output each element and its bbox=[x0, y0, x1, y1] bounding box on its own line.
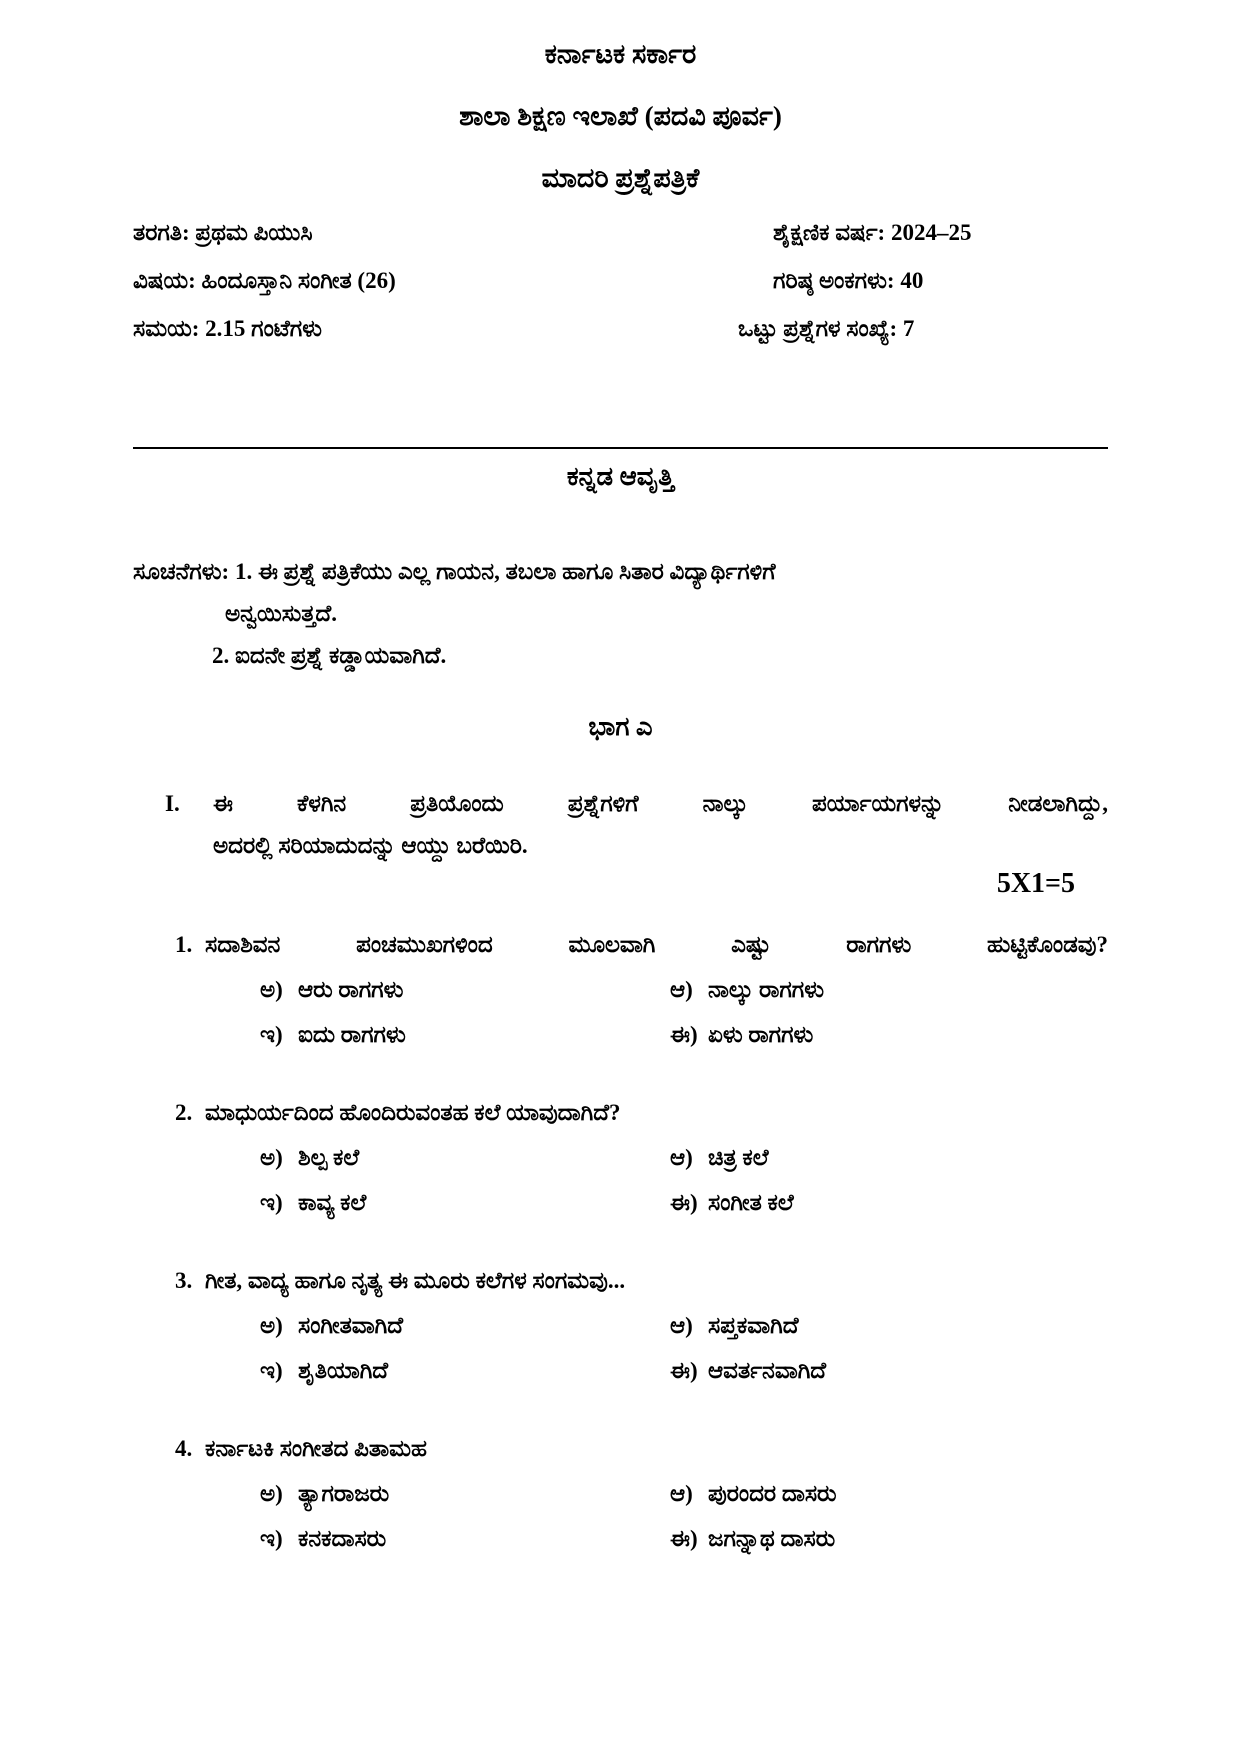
option-label: ಅ) bbox=[260, 1313, 283, 1338]
part-a-heading: ಭಾಗ ಎ bbox=[588, 712, 653, 741]
question-1-option-a bbox=[260, 974, 670, 1006]
question-4-options bbox=[260, 1478, 1108, 1555]
question-2-option-ee bbox=[670, 1187, 1108, 1219]
question-1-options bbox=[260, 974, 1108, 1051]
option-text: ಶಿಲ್ಪ ಕಲೆ bbox=[298, 1145, 360, 1170]
question-4-head bbox=[175, 1433, 1108, 1465]
question-group-1-instruction-line2: ಅದರಲ್ಲಿ ಸರಿಯಾದುದನ್ನು ಆಯ್ದು ಬರೆಯಿರಿ. bbox=[213, 833, 528, 858]
question-2 bbox=[133, 1097, 1108, 1219]
question-1 bbox=[133, 929, 1108, 1051]
option-label: ಇ) bbox=[260, 1358, 283, 1383]
option-label: ಇ) bbox=[260, 1190, 283, 1215]
instruction-1 bbox=[133, 551, 1108, 593]
instruction-1-text: ಈ ಪ್ರಶ್ನೆ ಪತ್ರಿಕೆಯು ಎಲ್ಲ ಗಾಯನ, ತಬಲಾ ಹಾಗೂ ಸಿತಾರ ವಿದ್ಯಾರ್ಥಿಗಳಿಗೆ bbox=[257, 559, 776, 584]
option-text: ಆವರ್ತನವಾಗಿದೆ bbox=[708, 1358, 827, 1383]
question-2-option-aa bbox=[670, 1142, 1108, 1174]
question-2-option-a bbox=[260, 1142, 670, 1174]
instruction-1-continuation: ಅನ್ವಯಿಸುತ್ತದೆ. bbox=[225, 601, 337, 626]
question-4 bbox=[133, 1433, 1108, 1555]
meta-subject: ವಿಷಯ: ಹಿಂದೂಸ್ತಾನಿ ಸಂಗೀತ (26) bbox=[133, 268, 396, 293]
question-3-option-aa bbox=[670, 1310, 1108, 1342]
header-title-government: ಕರ್ನಾಟಕ ಸರ್ಕಾರ bbox=[544, 39, 697, 69]
option-text: ಸಂಗೀತವಾಗಿದೆ bbox=[298, 1313, 404, 1338]
meta-class: ತರಗತಿ: ಪ್ರಥಮ ಪಿಯುಸಿ bbox=[133, 220, 313, 245]
instructions-section bbox=[133, 551, 1108, 677]
instructions-label: ಸೂಚನೆಗಳು: bbox=[133, 559, 230, 584]
meta-total-questions: ಒಟ್ಟು ಪ್ರಶ್ನೆಗಳ ಸಂಖ್ಯೆ: 7 bbox=[738, 316, 915, 341]
option-label: ಈ) bbox=[670, 1526, 698, 1551]
meta-max-marks: ಗರಿಷ್ಠ ಅಂಕಗಳು: 40 bbox=[773, 268, 924, 293]
question-4-option-aa bbox=[670, 1478, 1108, 1510]
question-group-1 bbox=[165, 783, 1108, 867]
question-1-option-i bbox=[260, 1019, 670, 1051]
option-text: ಪುರಂದರ ದಾಸರು bbox=[708, 1481, 837, 1506]
question-2-options bbox=[260, 1142, 1108, 1219]
instruction-1-number: 1. bbox=[234, 559, 253, 584]
option-label: ಈ) bbox=[670, 1190, 698, 1215]
header-title-department: ಶಾಲಾ ಶಿಕ್ಷಣ ಇಲಾಖೆ (ಪದವಿ ಪೂರ್ವ) bbox=[459, 101, 782, 131]
option-text: ಕಾವ್ಯ ಕಲೆ bbox=[298, 1190, 367, 1215]
question-2-option-i bbox=[260, 1187, 670, 1219]
question-3-option-ee bbox=[670, 1355, 1108, 1387]
option-label: ಆ) bbox=[670, 1145, 693, 1170]
instruction-2-text: ಐದನೇ ಪ್ರಶ್ನೆ ಕಡ್ಡಾಯವಾಗಿದೆ. bbox=[235, 643, 447, 668]
question-group-1-instruction-line1: ಈ ಕೆಳಗಿನ ಪ್ರತಿಯೊಂದು ಪ್ರಶ್ನೆಗಳಿಗೆ ನಾಲ್ಕು ಪರ್ಯಾಯಗಳನ್ನು ನೀಡಲಾಗಿದ್ದು, bbox=[213, 791, 1108, 816]
option-label: ಅ) bbox=[260, 977, 283, 1002]
instruction-2 bbox=[212, 635, 1108, 677]
question-3-number: 3. bbox=[175, 1268, 193, 1293]
question-group-1-instruction bbox=[213, 783, 1108, 867]
question-3-options bbox=[260, 1310, 1108, 1387]
question-1-option-ee bbox=[670, 1019, 1108, 1051]
question-3-head bbox=[175, 1265, 1108, 1297]
meta-time: ಸಮಯ: 2.15 ಗಂಟೆಗಳು bbox=[133, 316, 322, 341]
question-2-head bbox=[175, 1097, 1108, 1129]
option-label: ಇ) bbox=[260, 1022, 283, 1047]
question-2-text: ಮಾಧುರ್ಯದಿಂದ ಹೊಂದಿರುವಂತಹ ಕಲೆ ಯಾವುದಾಗಿದೆ? bbox=[205, 1100, 621, 1125]
option-text: ಚಿತ್ರ ಕಲೆ bbox=[708, 1145, 769, 1170]
option-text: ಐದು ರಾಗಗಳು bbox=[298, 1022, 406, 1047]
option-label: ಆ) bbox=[670, 977, 693, 1002]
question-3 bbox=[133, 1265, 1108, 1387]
question-group-1-numeral: I. bbox=[165, 791, 180, 816]
option-label: ಆ) bbox=[670, 1481, 693, 1506]
option-label: ಅ) bbox=[260, 1145, 283, 1170]
question-3-option-i bbox=[260, 1355, 670, 1387]
option-text: ಆರು ರಾಗಗಳು bbox=[298, 977, 404, 1002]
marks-scheme: 5X1=5 bbox=[996, 868, 1075, 899]
option-text: ನಾಲ್ಕು ರಾಗಗಳು bbox=[708, 977, 825, 1002]
question-1-number: 1. bbox=[175, 932, 193, 957]
question-1-head bbox=[175, 929, 1108, 961]
question-4-text: ಕರ್ನಾಟಕಿ ಸಂಗೀತದ ಪಿತಾಮಹ bbox=[205, 1436, 427, 1461]
option-label: ಆ) bbox=[670, 1313, 693, 1338]
option-text: ಸಪ್ತಕವಾಗಿದೆ bbox=[708, 1313, 799, 1338]
meta-academic-year: ಶೈಕ್ಷಣಿಕ ವರ್ಷ: 2024–25 bbox=[773, 220, 972, 245]
version-heading: ಕನ್ನಡ ಆವೃತ್ತಿ bbox=[566, 462, 675, 491]
option-text: ತ್ಯಾಗರಾಜರು bbox=[298, 1481, 390, 1506]
option-text: ಏಳು ರಾಗಗಳು bbox=[708, 1022, 814, 1047]
paper-meta bbox=[133, 218, 1108, 344]
question-1-text: ಸದಾಶಿವನ ಪಂಚಮುಖಗಳಿಂದ ಮೂಲವಾಗಿ ಎಷ್ಟು ರಾಗಗಳು ಹುಟ್ಟಿಕೊಂಡವು? bbox=[205, 932, 1108, 957]
question-1-option-aa bbox=[670, 974, 1108, 1006]
instruction-2-number: 2. bbox=[212, 643, 230, 668]
header-title-paper-type: ಮಾದರಿ ಪ್ರಶ್ನೆಪತ್ರಿಕೆ bbox=[541, 163, 700, 193]
option-text: ಶೃತಿಯಾಗಿದೆ bbox=[298, 1358, 389, 1383]
option-text: ಸಂಗೀತ ಕಲೆ bbox=[708, 1190, 794, 1215]
question-3-option-a bbox=[260, 1310, 670, 1342]
option-label: ಈ) bbox=[670, 1022, 698, 1047]
question-3-text: ಗೀತ, ವಾದ್ಯ ಹಾಗೂ ನೃತ್ಯ ಈ ಮೂರು ಕಲೆಗಳ ಸಂಗಮವು... bbox=[205, 1268, 626, 1293]
question-4-option-ee bbox=[670, 1523, 1108, 1555]
question-4-number: 4. bbox=[175, 1436, 193, 1461]
option-label: ಅ) bbox=[260, 1481, 283, 1506]
option-text: ಜಗನ್ನಾಥ ದಾಸರು bbox=[708, 1526, 836, 1551]
question-2-number: 2. bbox=[175, 1100, 193, 1125]
horizontal-divider bbox=[133, 447, 1108, 449]
option-label: ಈ) bbox=[670, 1358, 698, 1383]
option-label: ಇ) bbox=[260, 1526, 283, 1551]
question-4-option-i bbox=[260, 1523, 670, 1555]
option-text: ಕನಕದಾಸರು bbox=[298, 1526, 387, 1551]
question-4-option-a bbox=[260, 1478, 670, 1510]
